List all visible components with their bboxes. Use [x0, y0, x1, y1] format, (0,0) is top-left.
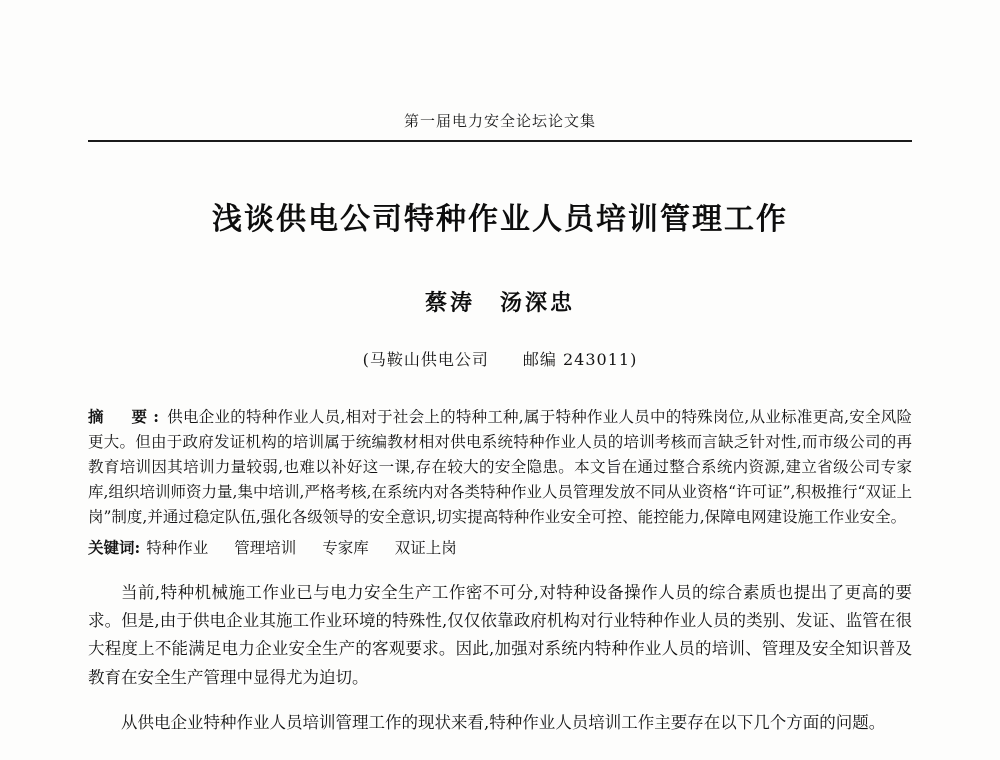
- running-head: 第一届电力安全论坛论文集: [403, 112, 596, 130]
- page-title: 浅谈供电公司特种作业人员培训管理工作: [212, 202, 788, 237]
- body-paragraph: 从供电企业特种作业人员培训管理工作的现状来看,特种作业人员培训工作主要存在以下几个方面的问题。: [121, 712, 886, 732]
- affiliation: (马鞍山供电公司 邮编 243011): [362, 350, 638, 369]
- keyword-item: 双证上岗: [394, 538, 457, 557]
- page-content: [88, 0, 912, 754]
- body-paragraph: 当前,特种机械施工作业已与电力安全生产工作密不可分,对特种设备操作人员的综合素质也提出了更高的要求。但是,由于供电企业其施工作业环境的特殊性,仅仅依靠政府机构对行业特种作业人员的类别、发证、监管在很大程度上不能满足电力企业安全生产的客观要求。因此,加强对系统内特种作业人员的培训、管理及安全知识普及教育在安全生产管理中显得尤为迫切。: [88, 582, 912, 687]
- abstract-text: 供电企业的特种作业人员,相对于社会上的特种工种,属于特种作业人员中的特殊岗位,从业标准更高,安全风险更大。但由于政府发证机构的培训属于统编教材相对供电系统特种作业人员的培训考核而言缺乏针对性,而市级公司的再教育培训因其培训力量较弱,也难以补好这一课,存在较大的安全隐患。本文旨在通过整合系统内资源,建立省级公司专家库,组织培训师资力量,集中培训,严格考核,在系统内对各类特种作业人员管理发放不同从业资格“许可证”,积极推行“双证上岗”制度,并通过稳定队伍,强化各级领导的安全意识,切实提高特种作业安全可控、能控能力,保障电网建设施工作业安全。: [88, 408, 912, 527]
- author-list: 蔡涛 汤深忠: [424, 291, 575, 316]
- keyword-item: 特种作业: [146, 538, 209, 557]
- abstract: [88, 404, 912, 531]
- keywords-label: 关键词:: [88, 537, 141, 557]
- keywords-line: [88, 535, 912, 561]
- abstract-label: 摘 要:: [88, 407, 165, 426]
- keyword-item: 专家库: [322, 538, 369, 557]
- header-rule: [88, 140, 912, 142]
- keyword-item: 管理培训: [234, 538, 297, 557]
